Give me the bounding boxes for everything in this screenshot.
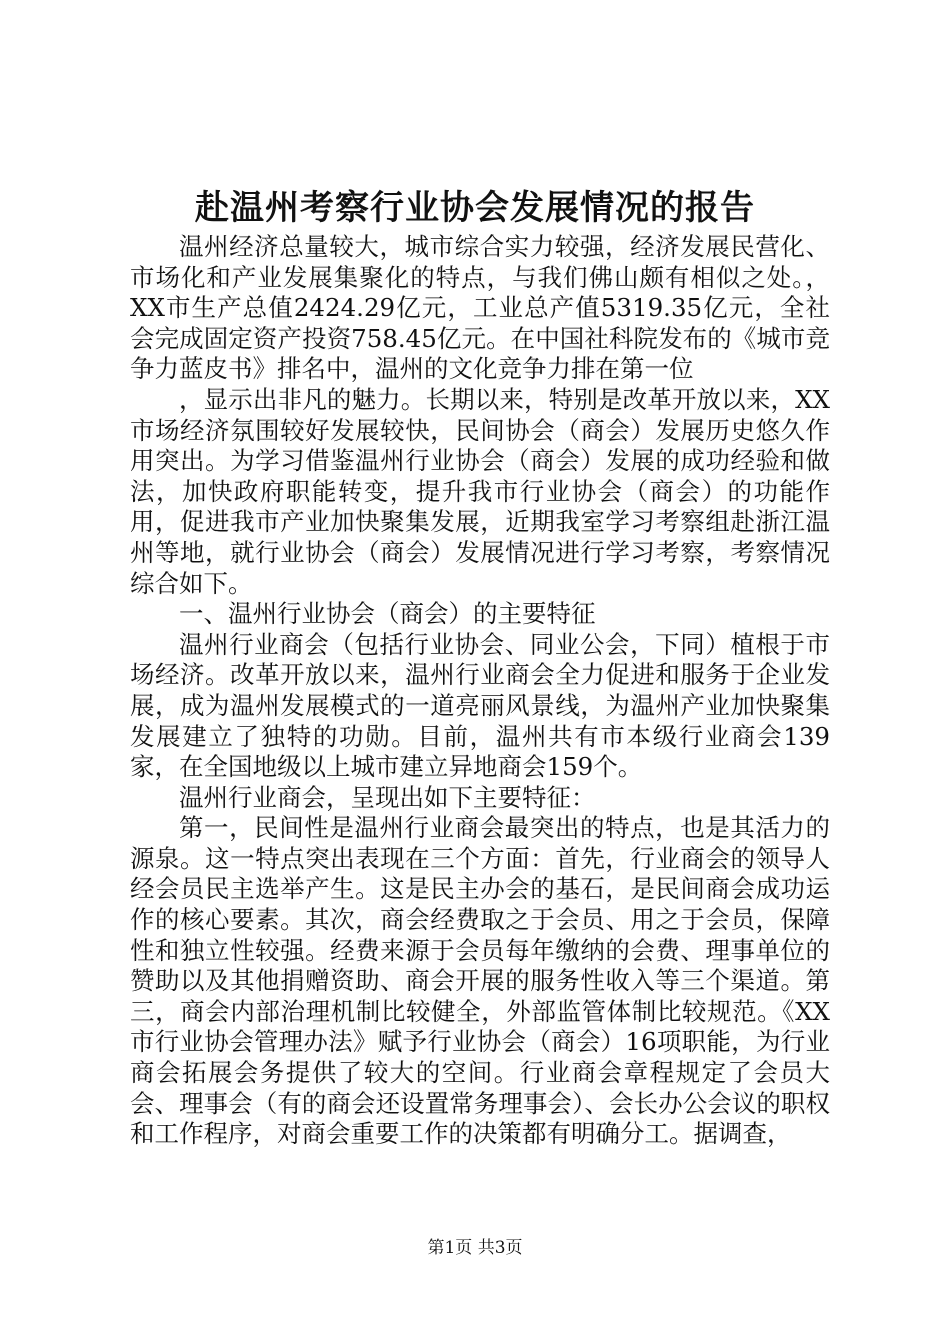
paragraph-feature-one: 第一，民间性是温州行业商会最突出的特点，也是其活力的源泉。这一特点突出表现在三个方面：首先，行业商会的领导人经会员民主选举产生。这是民主办会的基石，是民间商会成功运作的核心要素。其次，商会经费取之于会员、用之于会员，保障性和独立性较强。经费来源于会员每年缴纳的会费、理事单位的赞助以及其他捐赠资助、商会开展的服务性收入等三个渠道。第三，商会内部治理机制比较健全，外部监管体制比较规范。《XX市行业协会管理办法》赋予行业协会（商会）16项职能，为行业商会拓展会务提供了较大的空间。行业商会章程规定了会员大会、理事会（有的商会还设置常务理事会）、会长办公会议的职权和工作程序，对商会重要工作的决策都有明确分工。据调查， bbox=[130, 813, 830, 1149]
document-body bbox=[130, 232, 830, 1150]
paragraph-features-intro: 温州行业商会，呈现出如下主要特征： bbox=[179, 782, 596, 812]
page-number: 第1页 共3页 bbox=[427, 1238, 523, 1258]
paragraph-overview: 温州行业商会（包括行业协会、同业公会，下同）植根于市场经济。改革开放以来，温州行业商会全力促进和服务于企业发展，成为温州发展模式的一道亮丽风景线，为温州产业加快聚集发展建立了独特的功勋。目前，温州共有市本级行业商会139家，在全国地级以上城市建立异地商会159个。 bbox=[130, 629, 830, 782]
paragraph-background: ，显示出非凡的魅力。长期以来，特别是改革开放以来，XX市场经济氛围较好发展较快，民间协会（商会）发展历史悠久作用突出。为学习借鉴温州行业协会（商会）发展的成功经验和做法，加快政府职能转变，提升我市行业协会（商会）的功能作用，促进我市产业加快聚集发展，近期我室学习考察组赴浙江温州等地，就行业协会（商会）发展情况进行学习考察，考察情况综合如下。 bbox=[130, 384, 830, 598]
document-title: 赴温州考察行业协会发展情况的报告 bbox=[195, 188, 755, 228]
section-heading: 一、温州行业协会（商会）的主要特征 bbox=[179, 599, 596, 629]
paragraph-intro: 温州经济总量较大，城市综合实力较强，经济发展民营化、市场化和产业发展集聚化的特点，与我们佛山颇有相似之处。，XX市生产总值2424.29亿元，工业总产值5319.35亿元，全社会完成固定资产投资758.45亿元。在中国社科院发布的《城市竞争力蓝皮书》排名中，温州的文化竞争力排在第一位 bbox=[130, 232, 830, 384]
